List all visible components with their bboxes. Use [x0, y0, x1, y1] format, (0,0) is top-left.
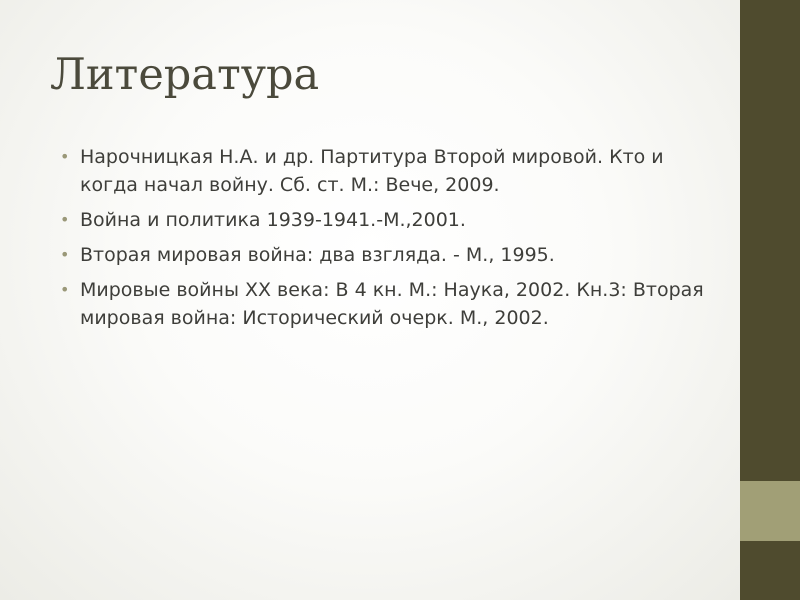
bullet-icon: • [60, 147, 70, 166]
reference-text: Вторая мировая война: два взгляда. - М., 1995. [80, 244, 555, 266]
bullet-icon: • [60, 245, 70, 264]
reference-text: Нарочницкая Н.А. и др. Партитура Второй мировой. Кто и когда начал войну. Сб. ст. М.: Вече, 2009. [80, 146, 664, 196]
reference-item [60, 143, 720, 199]
reference-item [60, 206, 720, 234]
slide-title: Литература [50, 50, 320, 100]
reference-item [60, 241, 720, 269]
bullet-icon: • [60, 280, 70, 299]
sidebar-decoration-bottom [740, 541, 800, 600]
sidebar-decoration-accent [740, 481, 800, 541]
reference-list [60, 143, 720, 339]
reference-text: Война и политика 1939-1941.-М.,2001. [80, 209, 466, 231]
sidebar-decoration-dark [740, 0, 800, 481]
reference-item [60, 276, 720, 332]
bullet-icon: • [60, 210, 70, 229]
reference-text: Мировые войны XX века: В 4 кн. М.: Наука, 2002. Кн.3: Вторая мировая война: Исторический очерк. М., 2002. [80, 279, 704, 329]
